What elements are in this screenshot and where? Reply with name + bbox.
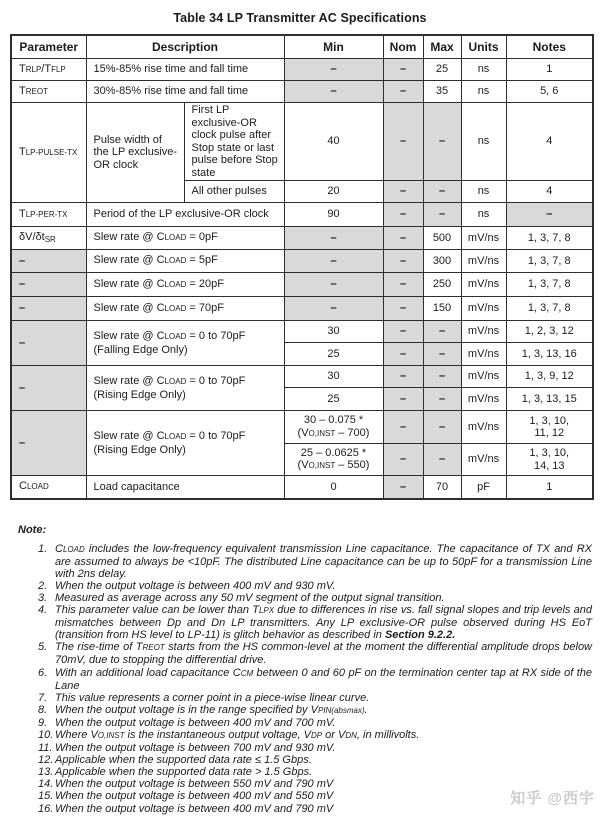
table-row — [11, 103, 593, 181]
cell-parameter: TLP-PER-TX — [11, 203, 86, 227]
cell-notes: 1, 3, 10, 11, 12 — [506, 411, 593, 444]
cell-max: 70 — [423, 476, 461, 499]
note-number: 13. — [38, 766, 54, 779]
cell-min: 30 — [284, 366, 383, 388]
table-row — [11, 81, 593, 103]
note-number: 3. — [38, 591, 48, 604]
cell-units: ns — [461, 81, 506, 103]
cell-nom: – — [383, 203, 423, 227]
cell-min: – — [284, 273, 383, 297]
cell-notes: 1, 3, 13, 15 — [506, 388, 593, 411]
note-text: Where VO,INST is the instantaneous output voltage, VDP or VDN, in millivolts. — [55, 729, 420, 741]
cell-units: mV/ns — [461, 227, 506, 250]
cell-min: – — [284, 59, 383, 81]
cell-nom: – — [383, 321, 423, 343]
cell-max: 25 — [423, 59, 461, 81]
note-item — [38, 766, 600, 778]
cell-units: mV/ns — [461, 321, 506, 343]
cell-description: 30%-85% rise time and fall time — [86, 81, 284, 103]
note-item — [38, 543, 600, 580]
note-number: 7. — [38, 691, 48, 704]
note-item — [38, 754, 600, 766]
cell-description: Slew rate @ CLOAD = 0 to 70pF (Rising Edge Only) — [86, 366, 284, 411]
watermark: 知乎 @西宇 — [510, 790, 595, 807]
cell-parameter: – — [11, 273, 86, 297]
cell-description: Pulse width of the LP exclusive-OR clock — [86, 103, 184, 203]
cell-notes: 1, 2, 3, 12 — [506, 321, 593, 343]
cell-notes: 4 — [506, 181, 593, 203]
header-row — [11, 35, 593, 59]
note-item — [38, 704, 600, 717]
cell-description: Slew rate @ CLOAD = 70pF — [86, 297, 284, 321]
cell-nom: – — [383, 81, 423, 103]
cell-nom: – — [383, 476, 423, 499]
cell-nom: – — [383, 388, 423, 411]
cell-nom: – — [383, 59, 423, 81]
cell-nom: – — [383, 343, 423, 366]
cell-description: Slew rate @ CLOAD = 5pF — [86, 250, 284, 273]
cell-notes: 1 — [506, 476, 593, 499]
cell-parameter: TRLP/TFLP — [11, 59, 86, 81]
cell-parameter: δV/δtSR — [11, 227, 86, 250]
note-text: When the output voltage is between 550 mV and 790 mV — [55, 778, 334, 791]
col-header-description: Description — [86, 35, 284, 59]
cell-min: 0 — [284, 476, 383, 499]
note-number: 4. — [38, 604, 48, 617]
cell-min: 25 — [284, 343, 383, 366]
note-text: When the output voltage is between 700 mV and 930 mV. — [55, 742, 336, 755]
cell-min: 25 – 0.0625 * (VO,INST – 550) — [284, 444, 383, 476]
note-number: 10. — [38, 729, 54, 741]
table-row — [11, 366, 593, 388]
cell-min: – — [284, 250, 383, 273]
cell-max: – — [423, 321, 461, 343]
col-header-max: Max — [423, 35, 461, 59]
cell-nom: – — [383, 273, 423, 297]
note-text: This parameter value can be lower than TLPX due to differences in rise vs. fall signal slopes and trip levels and mismatches between Dp and Dn LP transmitters. Any LP exclusive-OR pulse observed during HS EoT (transition from HS level to LP-11) is glitch behavior as described in Section 9.2.2. — [55, 604, 592, 642]
cell-nom: – — [383, 103, 423, 181]
cell-notes: 1, 3, 7, 8 — [506, 297, 593, 321]
cell-units: mV/ns — [461, 444, 506, 476]
note-item — [38, 641, 600, 666]
note-number: 14. — [38, 778, 54, 791]
cell-parameter: CLOAD — [11, 476, 86, 499]
col-header-units: Units — [461, 35, 506, 59]
note-item — [38, 667, 600, 692]
note-text: The rise-time of TREOT starts from the HS common-level at the moment the differential amplitude drops below 70mV, due to stopping the differential drive. — [55, 641, 593, 667]
cell-min: – — [284, 227, 383, 250]
cell-max: – — [423, 203, 461, 227]
table-title: Table 34 LP Transmitter AC Specifications — [173, 11, 427, 25]
note-item — [38, 580, 600, 592]
cell-description: Load capacitance — [86, 476, 284, 499]
cell-min: 25 — [284, 388, 383, 411]
cell-min: 90 — [284, 203, 383, 227]
table-row — [11, 476, 593, 499]
note-text: When the output voltage is between 400 mV and 930 mV. — [55, 579, 336, 592]
cell-max: – — [423, 103, 461, 181]
cell-description: Slew rate @ CLOAD = 0 to 70pF (Falling Edge Only) — [86, 321, 284, 366]
cell-parameter: TREOT — [11, 81, 86, 103]
cell-units: mV/ns — [461, 343, 506, 366]
note-number: 16. — [38, 802, 54, 815]
note-text: This value represents a corner point in a piece-wise linear curve. — [55, 691, 370, 704]
cell-description: Slew rate @ CLOAD = 0pF — [86, 227, 284, 250]
cell-units: mV/ns — [461, 366, 506, 388]
cell-notes: 1, 3, 7, 8 — [506, 273, 593, 297]
cell-description: 15%-85% rise time and fall time — [86, 59, 284, 81]
note-item — [38, 742, 600, 754]
cell-min: 40 — [284, 103, 383, 181]
cell-units: ns — [461, 103, 506, 181]
cell-parameter: TLP-PULSE-TX — [11, 103, 86, 203]
note-number: 11. — [38, 742, 53, 755]
note-item — [38, 592, 600, 604]
cell-nom: – — [383, 297, 423, 321]
cell-max: – — [423, 411, 461, 444]
cell-notes: 1, 3, 7, 8 — [506, 227, 593, 250]
cell-parameter: – — [11, 250, 86, 273]
note-text: Measured as average across any 50 mV segment of the output signal transition. — [55, 591, 445, 604]
note-text: With an additional load capacitance CCM between 0 and 60 pF on the termination center tap at RX side of the Lane — [55, 666, 592, 692]
note-text: When the output voltage is between 400 mV and 790 mV — [55, 802, 334, 815]
cell-description: Slew rate @ CLOAD = 20pF — [86, 273, 284, 297]
note-item — [38, 604, 600, 641]
cell-max: 300 — [423, 250, 461, 273]
note-text: Applicable when the supported data rate > 1.5 Gbps. — [55, 766, 313, 779]
cell-notes: 4 — [506, 103, 593, 181]
note-number: 6. — [38, 666, 48, 679]
table-row — [11, 59, 593, 81]
cell-units: ns — [461, 59, 506, 81]
cell-notes: 1 — [506, 59, 593, 81]
cell-notes: – — [506, 203, 593, 227]
cell-units: ns — [461, 203, 506, 227]
spec-table — [10, 34, 594, 500]
cell-min: 20 — [284, 181, 383, 203]
cell-nom: – — [383, 181, 423, 203]
col-header-nom: Nom — [383, 35, 423, 59]
cell-parameter: – — [11, 411, 86, 476]
cell-units: mV/ns — [461, 250, 506, 273]
note-number: 15. — [38, 790, 54, 803]
cell-units: mV/ns — [461, 273, 506, 297]
note-text: When the output voltage is between 400 mV and 550 mV — [55, 790, 334, 803]
cell-notes: 1, 3, 13, 16 — [506, 343, 593, 366]
note-item — [38, 692, 600, 704]
note-number: 9. — [38, 716, 48, 729]
cell-min: – — [284, 297, 383, 321]
cell-nom: – — [383, 366, 423, 388]
cell-parameter: – — [11, 366, 86, 411]
cell-sub-description: All other pulses — [184, 181, 284, 203]
cell-min: 30 – 0.075 * (VO,INST – 700) — [284, 411, 383, 444]
col-header-notes: Notes — [506, 35, 593, 59]
cell-max: – — [423, 444, 461, 476]
cell-notes: 1, 3, 10, 14, 13 — [506, 444, 593, 476]
cell-max: – — [423, 366, 461, 388]
cell-nom: – — [383, 227, 423, 250]
cell-max: – — [423, 343, 461, 366]
table-row — [11, 273, 593, 297]
note-text: When the output voltage is between 400 mV and 700 mV. — [55, 716, 336, 729]
cell-units: mV/ns — [461, 388, 506, 411]
col-header-min: Min — [284, 35, 383, 59]
cell-units: mV/ns — [461, 411, 506, 444]
cell-max: 500 — [423, 227, 461, 250]
cell-max: 150 — [423, 297, 461, 321]
note-text: CLOAD includes the low-frequency equivalent transmission Line capacitance. The capacitance of TX and RX are assumed to always be <10pF. The distributed Line capacitance can be up to 50pF for a transmission Line with 2ns delay. — [55, 542, 592, 580]
cell-max: – — [423, 388, 461, 411]
note-number: 1. — [38, 542, 48, 555]
cell-min: – — [284, 81, 383, 103]
table-row — [11, 411, 593, 444]
notes-section — [0, 524, 600, 815]
cell-nom: – — [383, 411, 423, 444]
note-item — [38, 717, 600, 729]
note-number: 8. — [38, 703, 48, 716]
table-row — [11, 203, 593, 227]
cell-description: Slew rate @ CLOAD = 0 to 70pF (Rising Edge Only) — [86, 411, 284, 476]
table-row — [11, 321, 593, 343]
cell-nom: – — [383, 250, 423, 273]
cell-notes: 5, 6 — [506, 81, 593, 103]
cell-notes: 1, 3, 7, 8 — [506, 250, 593, 273]
cell-max: 35 — [423, 81, 461, 103]
note-number: 12. — [38, 754, 54, 767]
cell-max: 250 — [423, 273, 461, 297]
note-number: 2. — [38, 579, 48, 592]
note-text: Applicable when the supported data rate ≤ 1.5 Gbps. — [55, 754, 312, 767]
cell-units: ns — [461, 181, 506, 203]
cell-min: 30 — [284, 321, 383, 343]
cell-description: Period of the LP exclusive-OR clock — [86, 203, 284, 227]
cell-parameter: – — [11, 321, 86, 366]
note-text: When the output voltage is in the range specified by VPIN(absmax). — [55, 703, 368, 716]
col-header-parameter: Parameter — [11, 35, 86, 59]
cell-sub-description: First LP exclusive-OR clock pulse after Stop state or last pulse before Stop state — [184, 103, 284, 181]
cell-units: pF — [461, 476, 506, 499]
note-number: 5. — [38, 641, 48, 654]
cell-units: mV/ns — [461, 297, 506, 321]
table-row — [11, 250, 593, 273]
cell-max: – — [423, 181, 461, 203]
cell-nom: – — [383, 444, 423, 476]
cell-notes: 1, 3, 9, 12 — [506, 366, 593, 388]
table-row — [11, 297, 593, 321]
table-row — [11, 227, 593, 250]
note-item — [38, 729, 600, 742]
cell-parameter: – — [11, 297, 86, 321]
notes-heading: Note: — [18, 523, 47, 536]
